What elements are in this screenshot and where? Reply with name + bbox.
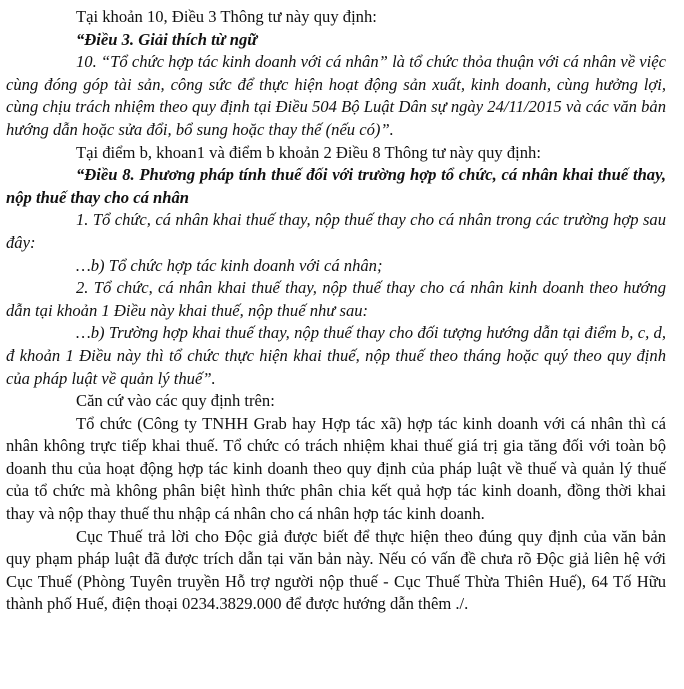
conclusion-paragraph: Tổ chức (Công ty TNHH Grab hay Hợp tác xã) hợp tác kinh doanh với cá nhân thì cá nhân không trực tiếp khai thuế. Tổ chức có trách nhiệm khai thuế giá trị gia tăng đối với toàn bộ doanh thu của hoạt động hợp tác kinh doanh theo quy định của pháp luật về thuế và quản lý thuế của tổ chức mà không phân biệt hình thức phân chia kết quả hợp tác kinh doanh, đồng thời khai thay và nộp thay thuế thu nhập cá nhân cho cá nhân hợp tác kinh doanh. <box>6 413 666 524</box>
intro-article-8: Tại điểm b, khoan1 và điểm b khoản 2 Điều 8 Thông tư này quy định: <box>76 142 541 162</box>
article-8-clause-2: 2. Tổ chức, cá nhân khai thuế thay, nộp thuế thay cho cá nhân kinh doanh theo hướng dẫn tại khoản 1 Điều này khai thuế, nộp thuế như sau: <box>6 278 666 320</box>
article-8-clause-1: 1. Tổ chức, cá nhân khai thuế thay, nộp thuế thay cho cá nhân trong các trường hợp sau đây: <box>6 210 666 252</box>
article-8-heading: “Điều 8. Phương pháp tính thuế đối với trường hợp tổ chức, cá nhân khai thuế thay, nộp thuế thay cho cá nhân <box>6 165 666 207</box>
article-8-clause-2b: …b) Trường hợp khai thuế thay, nộp thuế thay cho đối tượng hướng dẫn tại điểm b, c, d, đ khoản 1 Điều này thì tổ chức thực hiện khai thuế, nộp thuế theo tháng hoặc quý theo quy định của pháp luật về quản lý thuế”. <box>6 323 666 388</box>
basis-intro: Căn cứ vào các quy định trên: <box>76 391 275 411</box>
intro-clause-10: Tại khoản 10, Điều 3 Thông tư này quy định: <box>76 7 377 26</box>
article-3-clause-10: 10. “Tổ chức hợp tác kinh doanh với cá nhân” là tổ chức thỏa thuận với cá nhân về việc cùng đóng góp tài sản, công sức để thực hiện hoạt động sản xuất, kinh doanh, cùng hưởng lợi, cùng chịu trách nhiệm theo quy định tại Điều 504 Bộ Luật Dân sự ngày 24/11/2015 và các văn bản hướng dẫn hoặc sửa đổi, bổ sung hoặc thay thế (nếu có)”. <box>6 52 666 139</box>
article-8-clause-1b: …b) Tổ chức hợp tác kinh doanh với cá nhân; <box>76 255 383 275</box>
document-body <box>6 6 666 616</box>
article-3-heading: “Điều 3. Giải thích từ ngữ <box>76 29 258 49</box>
closing-paragraph: Cục Thuế trả lời cho Độc giả được biết để thực hiện theo đúng quy định của văn bản quy phạm pháp luật đã được trích dẫn tại văn bản này. Nếu có vấn đề chưa rõ Độc giả liên hệ với Cục Thuế (Phòng Tuyên truyền Hỗ trợ người nộp thuế - Cục Thuế Thừa Thiên Huế), 64 Tố Hữu thành phố Huế, điện thoại 0234.3829.000 để được hướng dẫn thêm ./. <box>6 526 666 614</box>
